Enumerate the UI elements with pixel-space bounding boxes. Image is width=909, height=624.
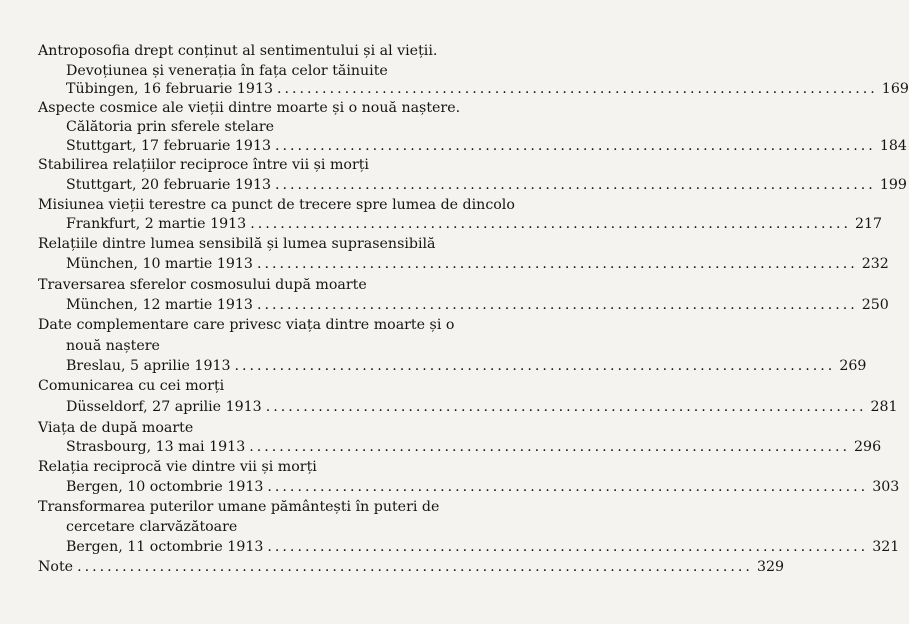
toc-entry-location: Tübingen, 16 februarie 1913	[66, 81, 273, 97]
toc-entry-page-number: 232	[861, 256, 889, 272]
toc-entry-page-number: 169	[881, 81, 909, 97]
toc-entry-title-line: Comunicarea cu cei morți	[38, 378, 225, 394]
toc-entry-page-number: 296	[854, 439, 882, 455]
toc-entry-page-number: 217	[855, 216, 883, 232]
toc-entry-page-number: 250	[861, 297, 889, 313]
toc-entry-title-line: Traversarea sferelor cosmosului după moarte	[38, 277, 367, 293]
toc-notes-page-number: 329	[756, 559, 785, 575]
toc-entry-location-row	[66, 296, 889, 314]
toc-entry-page-number: 199	[879, 177, 907, 193]
dot-leader: ................................................................................	[267, 479, 869, 495]
dot-leader: ................................................................................	[256, 297, 858, 313]
toc-entry-page-number: 184	[879, 138, 907, 154]
toc-entry-title-line: Viața de după moarte	[38, 420, 194, 436]
toc-entry-location-row	[66, 478, 900, 496]
toc-entry-location: Frankfurt, 2 martie 1913	[66, 216, 247, 232]
toc-entry-location: Bergen, 10 octombrie 1913	[66, 479, 264, 495]
toc-entry-location-row	[66, 80, 909, 98]
toc-entry-location-row	[66, 137, 907, 155]
dot-leader: ................................................................................	[250, 216, 851, 232]
toc-entry-location-row	[66, 255, 889, 273]
toc-entry-title-line: Date complementare care privesc viața dintre moarte și o	[38, 317, 455, 333]
toc-entry-location-row	[66, 357, 867, 375]
toc-entry-location-row	[66, 438, 882, 456]
toc-entry-location: Strasbourg, 13 mai 1913	[66, 439, 246, 455]
toc-entry-page-number: 303	[872, 479, 900, 495]
toc-entry-location: München, 10 martie 1913	[66, 256, 253, 272]
dot-leader: ................................................................................	[275, 138, 876, 154]
dot-leader: ................................................................................	[265, 399, 867, 415]
toc-entry-title-line: nouă naștere	[66, 338, 160, 354]
toc-entry-page-number: 321	[872, 539, 900, 555]
toc-entry-location: München, 12 martie 1913	[66, 297, 253, 313]
toc-entry-location: Stuttgart, 20 februarie 1913	[66, 177, 272, 193]
dot-leader: ................................................................................	[256, 256, 858, 272]
toc-entry-location: Stuttgart, 17 februarie 1913	[66, 138, 272, 154]
dot-leader: ................................................................................	[249, 439, 851, 455]
toc-notes-label: Note	[38, 559, 74, 575]
dot-leader: ..........................................................................................	[77, 559, 753, 575]
dot-leader: ................................................................................	[277, 81, 878, 97]
toc-entry-title-line: Călătoria prin sferele stelare	[66, 119, 274, 135]
toc-entry-location-row	[66, 398, 898, 416]
toc-entry-title-line: Aspecte cosmice ale vieții dintre moarte și o nouă naștere.	[38, 100, 461, 116]
toc-entry-location-row	[66, 538, 900, 556]
toc-entry-location: Düsseldorf, 27 aprilie 1913	[66, 399, 262, 415]
toc-entry-location-row	[66, 215, 883, 233]
toc-entry-title-line: cercetare clarvăzătoare	[66, 519, 238, 535]
toc-entry-title-line: Devoțiunea și venerația în fața celor tăinuite	[66, 63, 388, 79]
toc-entry-title-line: Relațiile dintre lumea sensibilă și lumea suprasensibilă	[38, 236, 436, 252]
toc-entry-title-line: Antroposofia drept conținut al sentimentului și al vieții.	[38, 43, 438, 59]
toc-notes-row	[38, 558, 785, 576]
dot-leader: ................................................................................	[234, 358, 836, 374]
toc-entry-location: Breslau, 5 aprilie 1913	[66, 358, 231, 374]
toc-entry-title-line: Transformarea puterilor umane pământești în puteri de	[38, 499, 440, 515]
dot-leader: ................................................................................	[267, 539, 869, 555]
toc-entry-page-number: 269	[839, 358, 867, 374]
toc-entry-location: Bergen, 11 octombrie 1913	[66, 539, 264, 555]
toc-entry-location-row	[66, 176, 907, 194]
toc-entry-title-line: Relația reciprocă vie dintre vii și morți	[38, 459, 317, 475]
toc-entry-title-line: Misiunea vieții terestre ca punct de trecere spre lumea de dincolo	[38, 197, 515, 213]
toc-entry-page-number: 281	[870, 399, 898, 415]
toc-entry-title-line: Stabilirea relațiilor reciproce între vii și morți	[38, 157, 369, 173]
dot-leader: ................................................................................	[275, 177, 876, 193]
